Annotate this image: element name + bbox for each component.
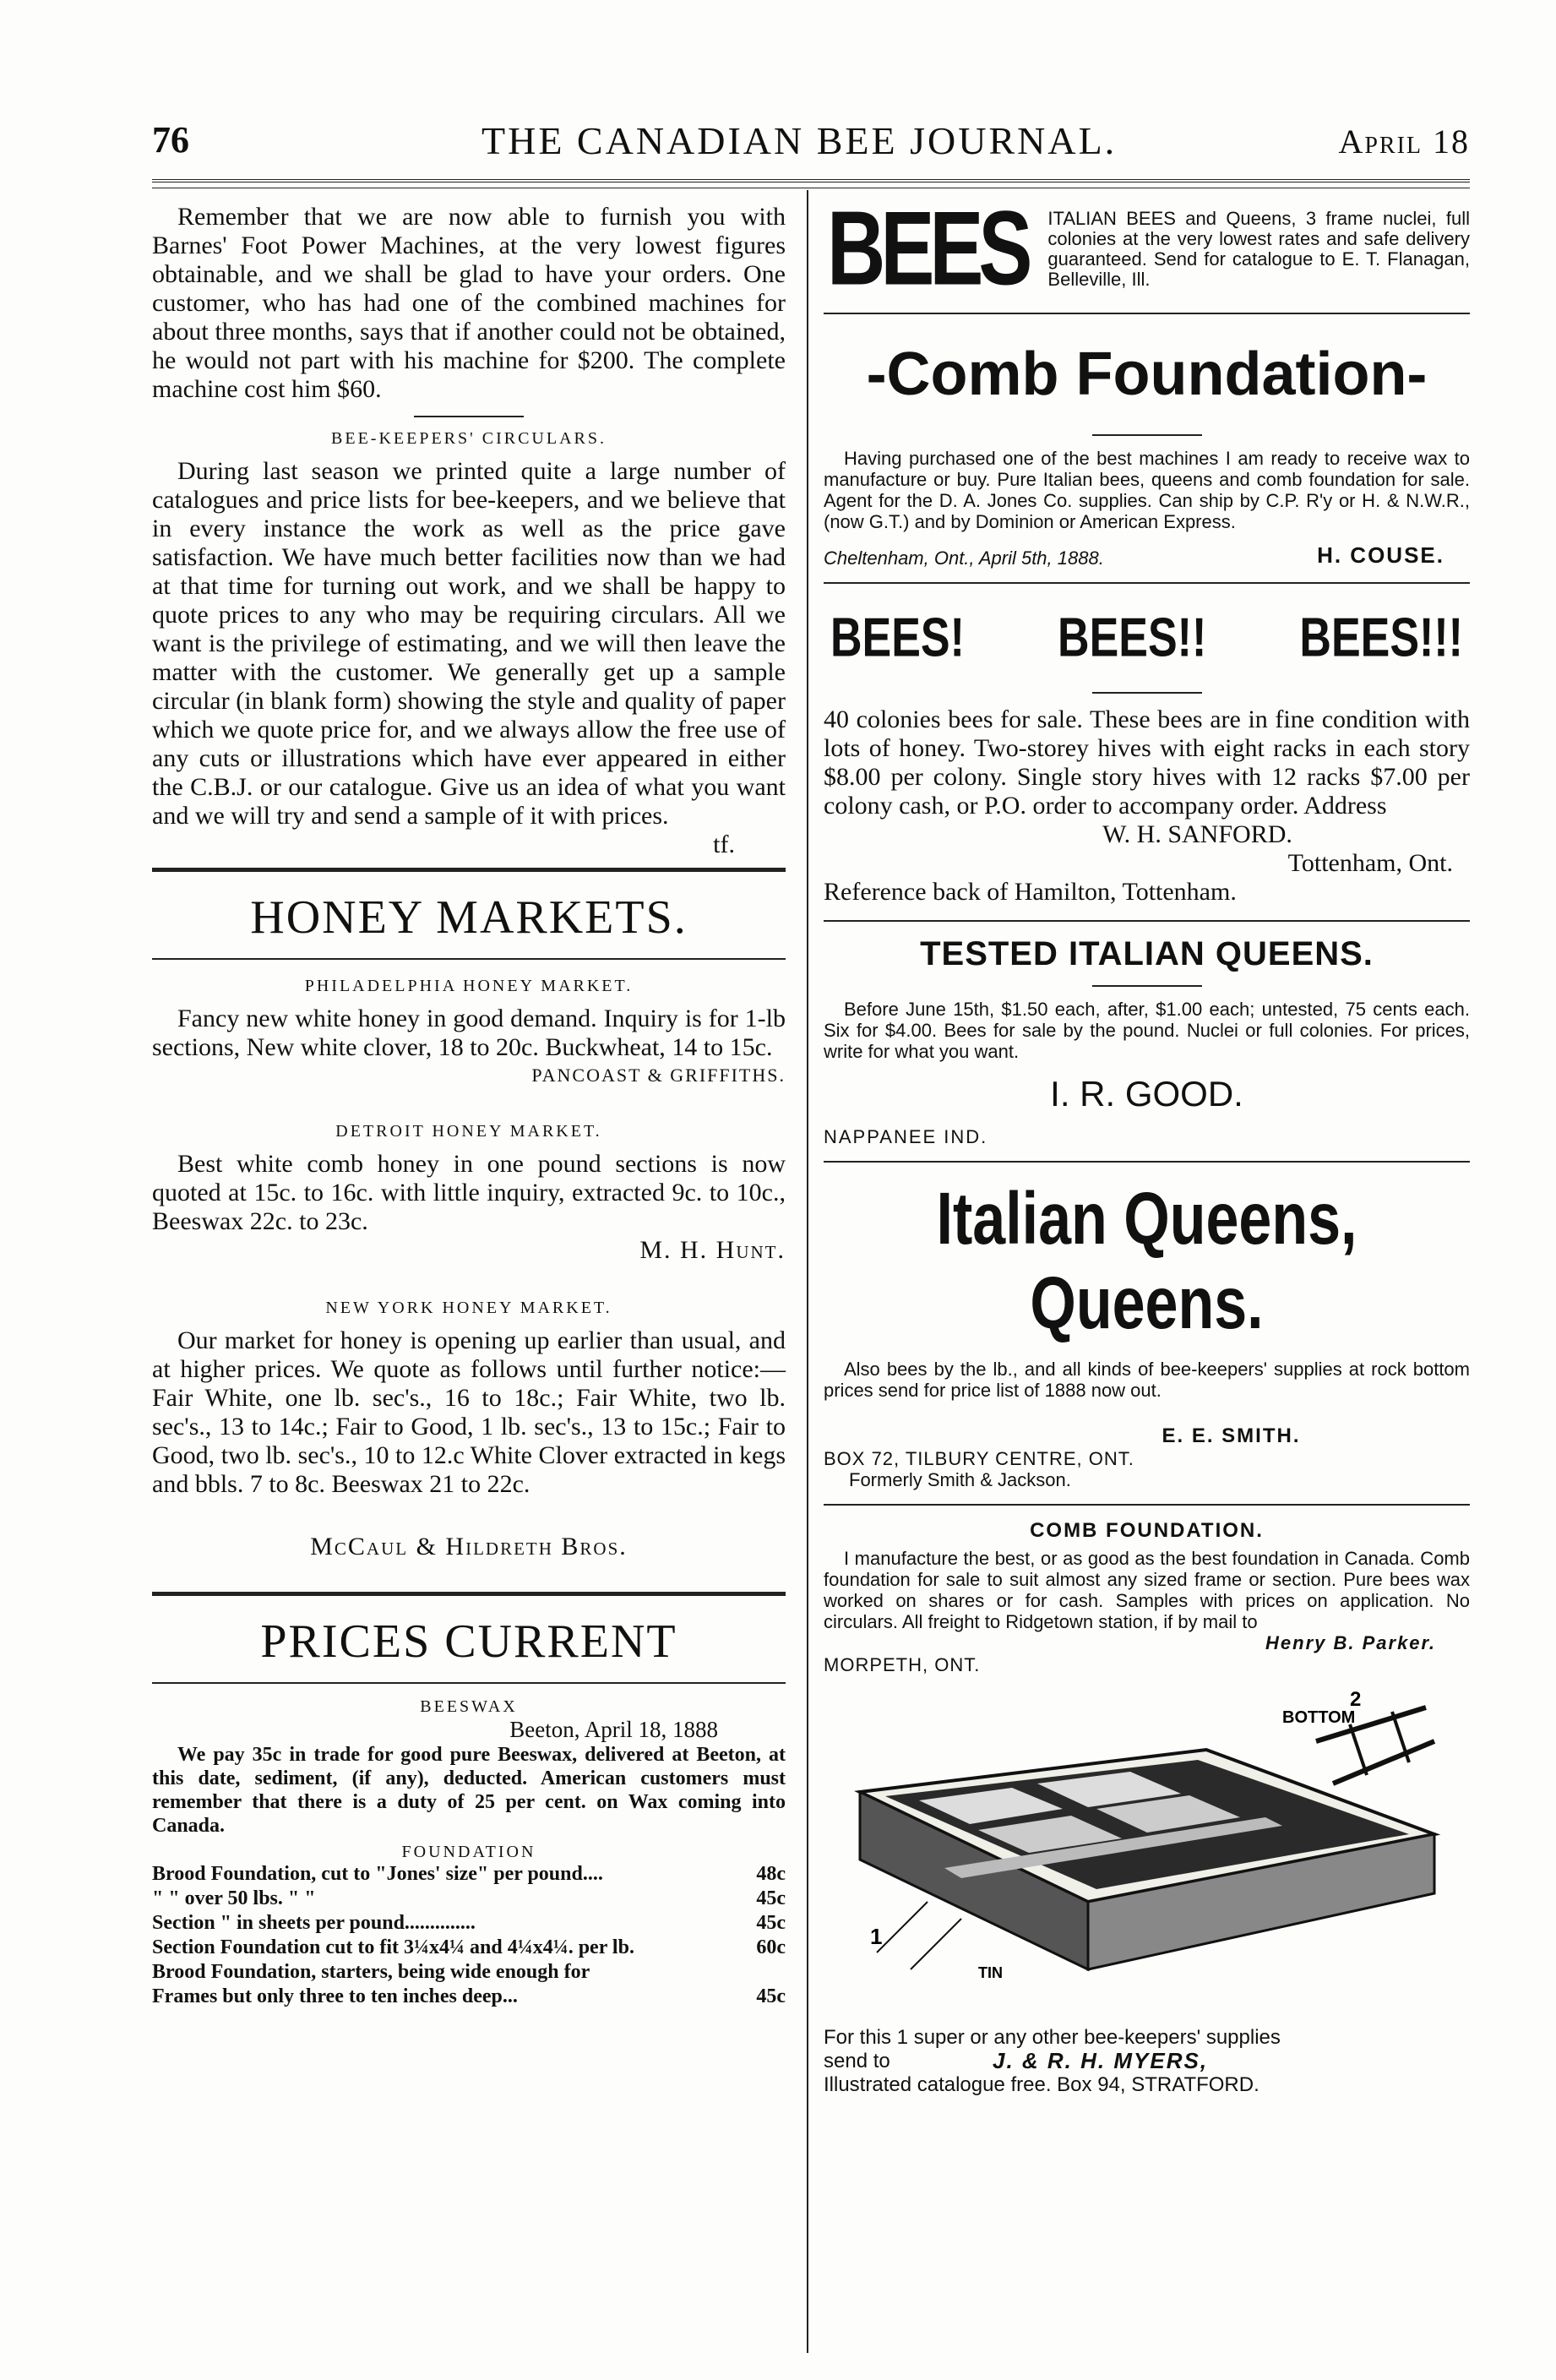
newyork-paragraph: Our market for honey is opening up earlier than usual, and at higher prices. We quote as follows until further notice:—Fair White, one lb. sec's., 16 to 18c.; Fair White, two lb. sec's., 13 to 14c.; Fair to Good, 1 lb. sec's., 13 to 15c.; Fair to Good, two lb. sec's., 10 to 12.c White Clover extracted in kegs and bbls. 7 to 8c. Beeswax 21 to 22c. — [152, 1326, 786, 1498]
page-number: 76 — [152, 119, 189, 161]
honey-markets-title: HONEY MARKETS. — [250, 891, 688, 944]
price-row: Brood Foundation, cut to "Jones' size" per pound.... 48c — [152, 1863, 786, 1885]
good-ad-text: Before June 15th, $1.50 each, after, $1.00 each; untested, 75 cents each. Six for $4.00. Bees for sale by the pound. Nuclei or full colonies. For prices, write for what you want. — [824, 999, 1470, 1062]
price-row: Brood Foundation, starters, being wide enough for — [152, 1961, 590, 1983]
price-row: " " over 50 lbs. " " 45c — [152, 1887, 786, 1909]
myers-name: J. & R. H. MYERS, — [993, 2048, 1209, 2073]
left-column — [152, 203, 786, 2009]
number-two-label: 2 — [1349, 1691, 1361, 1711]
detroit-paragraph: Best white comb honey in one pound sections is now quoted at 15c. to 16c. with little inquiry, extracted 9c. to 10c., Beeswax 22c. to 23c. — [152, 1150, 786, 1235]
flanagan-ad-text: ITALIAN BEES and Queens, 3 frame nuclei, full colonies at the very lowest rates and safe delivery guaranteed. Send for catalogue to E. T. Flanagan, Belleville, Ill. — [1047, 208, 1470, 290]
philadelphia-heading: PHILADELPHIA HONEY MARKET. — [304, 977, 634, 995]
detroit-signature: M. H. Hunt. — [639, 1236, 786, 1264]
newyork-signature: McCaul & Hildreth Bros. — [310, 1533, 628, 1560]
beeswax-heading: BEESWAX — [420, 1697, 518, 1716]
price-value: 45c — [756, 1912, 786, 1934]
flanagan-ad — [824, 189, 1470, 308]
prices-current-title: PRICES CURRENT — [260, 1615, 677, 1668]
tested-queens-title: TESTED ITALIAN QUEENS. — [920, 935, 1374, 972]
newyork-heading: NEW YORK HONEY MARKET. — [325, 1299, 612, 1317]
sanford-ad-text: 40 colonies bees for sale. These bees are in fine condition with lots of honey. Two-storey hives with eight racks in each story $8.00 per colony. Single story hives with 12 racks $7.00 per colony cash, or P.O. order to accompany order. Address — [824, 705, 1470, 820]
issue-date: April 18 — [1338, 123, 1470, 161]
divider — [1092, 985, 1202, 987]
parker-name: Henry B. Parker. — [1265, 1632, 1436, 1653]
divider — [1092, 692, 1202, 694]
couse-place: Cheltenham, Ont., April 5th, 1888. — [824, 547, 1104, 569]
section-rule — [152, 868, 786, 872]
divider — [1092, 434, 1202, 436]
myers-ad-line2: send to — [824, 2050, 890, 2072]
parker-title: COMB FOUNDATION. — [1030, 1519, 1264, 1542]
sanford-display-heading — [830, 607, 1463, 670]
smith-former-name: Formerly Smith & Jackson. — [849, 1469, 1071, 1490]
ad-rule — [824, 1161, 1470, 1163]
couse-ad-text: Having purchased one of the best machines I am ready to receive wax to manufacture or buy. Pure Italian bees, queens and comb foundation for sale. Agent for the D. A. Jones Co. supplies. Can ship by C.P. R'y or H. & N.W.R., (now G.T.) and by Dominion or American Express. — [824, 448, 1470, 532]
ad-rule — [824, 313, 1470, 314]
price-row: Section " in sheets per pound.............. 45c — [152, 1912, 786, 1934]
myers-ad-line3: Illustrated catalogue free. Box 94, STRATFORD. — [824, 2073, 1259, 2096]
price-value: 48c — [756, 1863, 786, 1885]
detroit-heading: DETROIT HONEY MARKET. — [335, 1122, 602, 1141]
good-name: I. R. GOOD. — [1050, 1074, 1243, 1114]
section-rule — [152, 958, 786, 960]
foundation-heading: FOUNDATION — [401, 1843, 536, 1861]
couse-footer — [824, 542, 1470, 569]
tin-label: TIN — [977, 1964, 1003, 1981]
myers-ad-line1: For this 1 super or any other bee-keepers' supplies — [824, 2026, 1281, 2049]
header-rule — [152, 179, 1470, 188]
super-illustration — [843, 1691, 1451, 2020]
italian-queens-title: Italian Queens, Queens. — [936, 1177, 1357, 1344]
page-header — [152, 118, 1470, 177]
section-rule — [152, 1592, 786, 1596]
circulars-signature: tf. — [713, 831, 735, 858]
foundation-price-list — [152, 1862, 786, 2009]
bees-word-3: BEES!!! — [1299, 607, 1463, 669]
smith-ad-text: Also bees by the lb., and all kinds of bee-keepers' supplies at rock bottom prices send for price list of 1888 now out. — [824, 1359, 1470, 1401]
beeswax-dateline: Beeton, April 18, 1888 — [509, 1717, 718, 1742]
section-rule — [152, 1682, 786, 1684]
bees-display-word: BEES — [827, 189, 1028, 308]
sanford-place: Tottenham, Ont. — [1287, 849, 1453, 877]
ad-rule — [824, 1504, 1470, 1506]
price-row: Section Foundation cut to fit 3¼x4¼ and 4¼x4¼. per lb. 60c — [152, 1936, 786, 1958]
parker-place: MORPETH, ONT. — [824, 1654, 981, 1675]
parker-ad-text: I manufacture the best, or as good as the best foundation in Canada. Comb foundation for sale to suit almost any sized frame or section. Pure bees wax worked on shares or for cash. Samples with prices on application. No circulars. All freight to Ridgetown station, if by mail to — [824, 1548, 1470, 1632]
right-column — [824, 189, 1470, 2096]
price-value: 45c — [756, 1985, 786, 2007]
sanford-reference: Reference back of Hamilton, Tottenham. — [824, 878, 1237, 906]
circulars-paragraph: During last season we printed quite a large number of catalogues and price lists for bee-keepers, and we believe that in every instance the work as well as the price gave satisfaction. We have much better facilities now than we had at that time for turning out work, and we shall be happy to quote prices to any who may be requiring circulars. All we want is the privilege of estimating, and we will then leave the matter with the customer. We generally get up a sample circular (in blank form) showing the style and quality of paper which we quote price for, and we always allow the free use of any cuts or illustrations which have ever appeared in either the C.B.J. or our catalogue. Give us an idea of what you want and we will try and send a sample of it with prices. — [152, 457, 786, 830]
couse-signature: H. COUSE. — [1317, 542, 1444, 568]
philadelphia-paragraph: Fancy new white honey in good demand. Inquiry is for 1-lb sections, New white clover, 18 to 20c. Buckwheat, 14 to 15c. — [152, 1005, 786, 1061]
beeswax-paragraph: We pay 35c in trade for good pure Beeswax, delivered at Beeton, at this date, sediment, (if any), deducted. American customers must remember that there is a duty of 25 per cent. on Wax coming into Canada. — [152, 1744, 786, 1837]
journal-title: THE CANADIAN BEE JOURNAL. — [481, 119, 1118, 162]
column-divider — [807, 190, 808, 2353]
circulars-heading: BEE-KEEPERS' CIRCULARS. — [331, 429, 607, 448]
price-row: Frames but only three to ten inches deep... 45c — [152, 1985, 786, 2007]
price-value: 60c — [756, 1936, 786, 1958]
sanford-name: W. H. SANFORD. — [1102, 820, 1292, 848]
divider — [414, 416, 524, 417]
philadelphia-signature: PANCOAST & GRIFFITHS. — [531, 1065, 786, 1086]
barnes-machines-paragraph: Remember that we are now able to furnish you with Barnes' Foot Power Machines, at the very lowest figures obtainable, and we shall be glad to have your orders. One customer, who has had one of the combined machines for about three months, says that if another could not be obtained, he would not part with his machine for $200. The complete machine cost him $60. — [152, 203, 786, 403]
number-one-label: 1 — [869, 1924, 882, 1949]
bees-word-1: BEES! — [830, 607, 965, 669]
smith-name: E. E. SMITH. — [1162, 1424, 1301, 1447]
bees-word-2: BEES!! — [1058, 607, 1207, 669]
comb-foundation-title: -Comb Foundation- — [866, 340, 1428, 408]
price-value: 45c — [756, 1887, 786, 1909]
ad-rule — [824, 582, 1470, 584]
smith-address: BOX 72, TILBURY CENTRE, ONT. — [824, 1448, 1134, 1469]
bottom-label: BOTTOM — [1281, 1708, 1355, 1727]
good-place: NAPPANEE IND. — [824, 1126, 988, 1147]
ad-rule — [824, 920, 1470, 922]
myers-name-row — [824, 2048, 1470, 2074]
